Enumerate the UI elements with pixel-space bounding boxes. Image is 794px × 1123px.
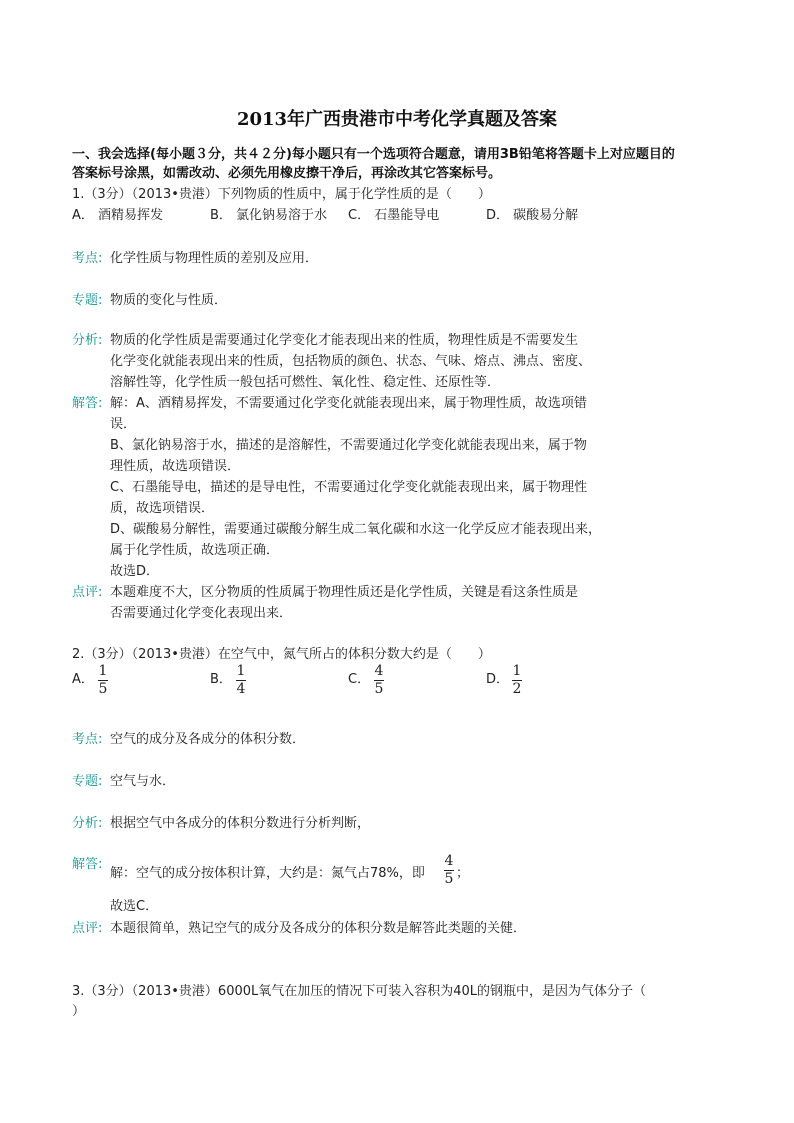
q1-kaodian-label: 考点: — [72, 251, 103, 266]
q1-stem: 1.（3分）（2013•贵港）下列物质的性质中，属于化学性质的是（ ） — [72, 187, 491, 202]
q1-option-d: D． 碳酸易分解 — [486, 208, 579, 223]
option-letter: A． — [72, 672, 94, 687]
q1-jieda-line: 解：A、酒精易挥发，不需要通过化学变化就能表现出来，属于物理性质，故选项错 — [110, 396, 587, 411]
fraction — [512, 664, 522, 697]
numerator: 4 — [444, 853, 454, 869]
q2-jieda-label: 解答: — [72, 857, 103, 872]
q3-stem-line1: 3.（3分）（2013•贵港）6000L氧气在加压的情况下可装入容积为40L的钢瓶中，是因为气体分子（ — [72, 984, 647, 999]
fraction — [236, 664, 246, 697]
option-letter: B． — [210, 672, 232, 687]
q2-dianping: 本题很简单，熟记空气的成分及各成分的体积分数是解答此类题的关健． — [110, 921, 527, 936]
q1-jieda-label: 解答: — [72, 396, 103, 411]
q1-jieda-line: 误． — [110, 417, 137, 432]
q2-kaodian: 空气的成分及各成分的体积分数． — [110, 732, 306, 747]
q1-fenxi-line: 物质的化学性质是需要通过化学变化才能表现出来的性质，物理性质是不需要发生 — [110, 333, 579, 348]
numerator: 1 — [236, 663, 246, 679]
numerator: 1 — [98, 663, 108, 679]
q1-jieda-line: 属于化学性质，故选项正确． — [110, 543, 280, 558]
numerator: 1 — [512, 663, 522, 679]
q2-dianping-label: 点评: — [72, 921, 103, 936]
q2-fenxi: 根据空气中各成分的体积分数进行分析判断， — [110, 816, 371, 831]
q1-kaodian: 化学性质与物理性质的差别及应用． — [110, 251, 319, 266]
q1-option-c: C． 石墨能导电 — [348, 208, 440, 223]
section-instructions-line1: 一、我会选择(每小题３分，共４２分)每小题只有一个选项符合题意，请用3B铅笔将答题卡上对应题目的 — [72, 147, 675, 162]
q1-jieda-line: 理性质，故选项错误． — [110, 459, 241, 474]
q3-stem-line2: ） — [72, 1004, 86, 1019]
q1-fenxi-label: 分析: — [72, 333, 103, 348]
q2-jieda-tail: ； — [456, 866, 470, 881]
q2-kaodian-label: 考点: — [72, 732, 103, 747]
denominator: 4 — [236, 681, 246, 697]
denominator: 2 — [512, 681, 522, 697]
q2-jieda: 解：空气的成分按体积计算，大约是：氮气占78%，即 — [110, 866, 425, 881]
q2-fenxi-label: 分析: — [72, 816, 103, 831]
page-title: 2013年广西贵港市中考化学真题及答案 — [236, 109, 558, 130]
q1-jieda-line: D、碳酸易分解性，需要通过碳酸分解生成二氧化碳和水这一化学反应才能表现出来， — [110, 522, 602, 537]
fraction — [98, 664, 108, 697]
q1-zhuanti: 物质的变化与性质． — [110, 293, 228, 308]
q2-jieda-end: 故选C． — [110, 899, 159, 914]
q1-option-a: A． 酒精易挥发 — [72, 208, 164, 223]
q2-zhuanti: 空气与水． — [110, 774, 176, 789]
option-letter: D． — [486, 672, 510, 687]
q1-jieda-line: 故选D． — [110, 564, 160, 579]
numerator: 4 — [374, 663, 384, 679]
denominator: 5 — [98, 681, 108, 697]
q2-zhuanti-label: 专题: — [72, 774, 103, 789]
q1-dianping-line: 本题难度不大，区分物质的性质属于物理性质还是化学性质，关键是看这条性质是 — [110, 585, 579, 600]
denominator: 5 — [444, 871, 454, 887]
q2-jieda-fraction — [444, 854, 454, 887]
section-instructions-line2: 答案标号涂黑，如需改动、必须先用橡皮擦干净后，再涂改其它答案标号。 — [72, 166, 502, 181]
fraction — [374, 664, 384, 697]
q1-option-b: B． 氯化钠易溶于水 — [210, 208, 328, 223]
q1-jieda-line: B、氯化钠易溶于水，描述的是溶解性，不需要通过化学变化就能表现出来，属于物 — [110, 438, 587, 453]
q1-zhuanti-label: 专题: — [72, 293, 103, 308]
denominator: 5 — [374, 681, 384, 697]
q1-dianping-label: 点评: — [72, 585, 103, 600]
q1-jieda-line: C、石墨能导电，描述的是导电性，不需要通过化学变化就能表现出来，属于物理性 — [110, 480, 588, 495]
q1-fenxi-line: 化学变化就能表现出来的性质，包括物质的颜色、状态、气味、熔点、沸点、密度、 — [110, 354, 592, 369]
option-letter: C． — [348, 672, 371, 687]
q1-fenxi-line: 溶解性等，化学性质一般包括可燃性、氧化性、稳定性、还原性等． — [110, 375, 501, 390]
q1-dianping-line: 否需要通过化学变化表现出来． — [110, 606, 293, 621]
q1-jieda-line: 质，故选项错误． — [110, 501, 215, 516]
q2-stem: 2.（3分）（2013•贵港）在空气中，氮气所占的体积分数大约是（ ） — [72, 647, 491, 662]
